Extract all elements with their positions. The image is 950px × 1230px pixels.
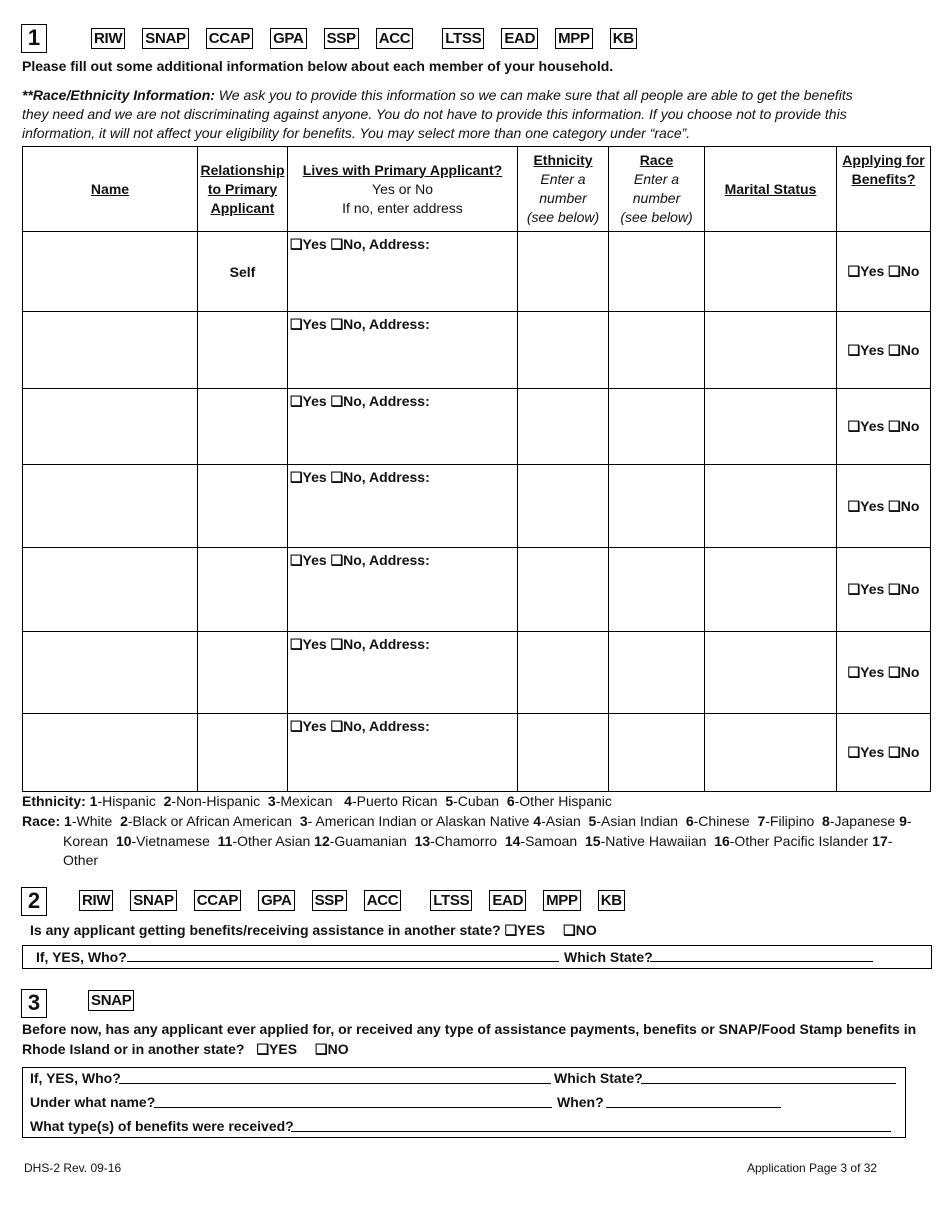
program-tag-riw: RIW	[79, 890, 113, 911]
marital-status-cell[interactable]	[705, 312, 837, 389]
ethnicity-label: -Cuban	[453, 793, 507, 809]
address-cell[interactable]: ❑Yes ❑No, Address:	[288, 232, 518, 312]
race-label: -Black or African American	[127, 813, 300, 829]
race-code: 15	[585, 832, 601, 849]
section-2-question: Is any applicant getting benefits/receiving assistance in another state? ❑YES ❑NO	[30, 922, 597, 938]
table-row	[23, 465, 931, 548]
race-code: 11	[217, 832, 233, 849]
table-row	[23, 232, 931, 312]
program-tag-mpp: MPP	[555, 28, 593, 49]
program-tag-acc: ACC	[376, 28, 414, 49]
section-3-name-field[interactable]	[154, 1107, 552, 1108]
relationship-cell[interactable]	[198, 548, 288, 632]
ethnicity-label: -Other Hispanic	[514, 793, 612, 809]
section-3-type-field[interactable]	[291, 1131, 891, 1132]
race-code: 16	[714, 832, 730, 849]
relationship-cell[interactable]	[198, 632, 288, 714]
race-code: 4	[533, 813, 542, 829]
applying-cell[interactable]: ❑Yes ❑No	[837, 714, 931, 792]
applying-cell[interactable]: ❑Yes ❑No	[837, 465, 931, 548]
name-cell[interactable]	[23, 312, 198, 389]
section-1-program-tags	[91, 28, 654, 49]
relationship-cell[interactable]	[198, 389, 288, 465]
race-code: 8	[822, 813, 830, 829]
section-2-program-tags	[79, 890, 642, 911]
program-tag-gpa: GPA	[270, 28, 307, 49]
name-cell[interactable]	[23, 714, 198, 792]
marital-status-cell[interactable]	[705, 632, 837, 714]
ethnicity-label: -Mexican	[275, 793, 345, 809]
program-tag-kb: KB	[598, 890, 625, 911]
race-cell[interactable]	[609, 714, 705, 792]
program-tag-snap: SNAP	[130, 890, 176, 911]
section-2-no-option[interactable]: ❑NO	[563, 922, 597, 938]
address-cell[interactable]: ❑Yes ❑No, Address:	[288, 632, 518, 714]
race-code: 6	[685, 813, 694, 829]
race-code: 1	[64, 813, 72, 829]
race-code: 9	[899, 813, 907, 829]
race-label: -Other Pacific Islander	[729, 832, 873, 849]
marital-status-cell[interactable]	[705, 714, 837, 792]
name-cell[interactable]	[23, 548, 198, 632]
header-ethnicity: Ethnicity Enter a number (see below)	[518, 147, 609, 232]
table-row	[23, 714, 931, 792]
race-cell[interactable]	[609, 465, 705, 548]
race-info-label: **Race/Ethnicity Information:	[22, 87, 215, 103]
program-tag-ssp: SSP	[312, 890, 347, 911]
program-tag-mpp: MPP	[543, 890, 581, 911]
race-cell[interactable]	[609, 548, 705, 632]
race-legend: Race: 1-White 2-Black or African American 3- American Indian or Alaskan Native 4-Asian 5-Asian Indian 6-Chinese 7-Filipino 8-Japanese 9-Korean 10-Vietnamese 11-Other Asian 12-Guamanian 13-Chamorro 14-Samoan 15-Native Hawaiian 16-Other Pacific Islander 17-Other	[22, 813, 912, 868]
header-lives-with: Lives with Primary Applicant? Yes or No If no, enter address	[288, 147, 518, 232]
relationship-cell[interactable]	[198, 714, 288, 792]
section-2-state-field[interactable]	[650, 961, 873, 962]
header-relationship: Relationship to Primary Applicant	[198, 147, 288, 232]
ethnicity-code: 6	[506, 793, 515, 809]
marital-status-cell[interactable]	[705, 232, 837, 312]
section-3-answer-box: If, YES, Who? Which State? Under what name? When? What type(s) of benefits were received?	[22, 1067, 906, 1138]
program-tag-ccap: CCAP	[194, 890, 241, 911]
ethnicity-cell[interactable]	[518, 714, 609, 792]
ethnicity-legend: Ethnicity: 1-Hispanic 2-Non-Hispanic 3-Mexican 4-Puerto Rican 5-Cuban 6-Other Hispanic	[22, 793, 612, 809]
section-3-yes-option[interactable]: ❑YES	[256, 1041, 298, 1057]
name-cell[interactable]	[23, 465, 198, 548]
header-marital-status: Marital Status	[705, 147, 837, 232]
race-label: -Asian Indian	[596, 813, 686, 829]
race-code: 17	[872, 832, 888, 849]
table-header-row	[23, 147, 931, 232]
ethnicity-code: 4	[344, 793, 352, 809]
race-label: -Samoan	[520, 832, 585, 849]
address-cell[interactable]: ❑Yes ❑No, Address:	[288, 465, 518, 548]
program-tag-ssp: SSP	[324, 28, 359, 49]
marital-status-cell[interactable]	[705, 389, 837, 465]
race-code: 14	[504, 832, 521, 849]
name-cell[interactable]	[23, 389, 198, 465]
race-cell[interactable]	[609, 312, 705, 389]
header-name: Name	[23, 147, 198, 232]
race-label: -Other Asian	[232, 832, 315, 849]
footer-form-id: DHS-2 Rev. 09-16	[24, 1161, 122, 1175]
section-3-no-option[interactable]: ❑NO	[315, 1041, 349, 1057]
race-label: -White	[71, 813, 121, 829]
race-label: -Other	[63, 832, 893, 868]
race-code: 7	[757, 813, 766, 829]
address-cell[interactable]: ❑Yes ❑No, Address:	[288, 548, 518, 632]
table-row	[23, 389, 931, 465]
header-applying: Applying for Benefits?	[837, 147, 931, 232]
household-instruction: Please fill out some additional information below about each member of your household.	[22, 58, 614, 74]
section-2-number: 2	[21, 887, 47, 916]
marital-status-cell[interactable]	[705, 465, 837, 548]
section-1-number: 1	[21, 24, 47, 53]
program-tag-kb: KB	[610, 28, 637, 49]
section-3-question: Before now, has any applicant ever applied for, or received any type of assistance payments, benefits or SNAP/Food Stamp benefits in Rhode Island or in another state? ❑YES ❑NO	[22, 1021, 917, 1057]
race-label: -Vietnamese	[131, 832, 218, 849]
program-tag-acc: ACC	[364, 890, 402, 911]
race-label: -Native Hawaiian	[600, 832, 715, 849]
race-label: -Guamanian	[329, 832, 415, 849]
program-tag-ltss: LTSS	[442, 28, 484, 49]
ethnicity-code: 1	[89, 793, 98, 809]
section-2-answer-box: If, YES, Who? Which State?	[22, 945, 932, 969]
footer-page-number: Application Page 3 of 32	[747, 1161, 878, 1175]
ethnicity-label: -Non-Hispanic	[171, 793, 268, 809]
race-code: 13	[414, 832, 431, 849]
applying-cell[interactable]: ❑Yes ❑No	[837, 232, 931, 312]
race-cell[interactable]	[609, 389, 705, 465]
relationship-cell[interactable]	[198, 312, 288, 389]
race-cell[interactable]	[609, 632, 705, 714]
program-tag-gpa: GPA	[258, 890, 295, 911]
race-cell[interactable]	[609, 232, 705, 312]
relationship-cell[interactable]	[198, 465, 288, 548]
ethnicity-code: 5	[445, 793, 454, 809]
household-members-table	[22, 146, 931, 792]
address-cell[interactable]: ❑Yes ❑No, Address:	[288, 312, 518, 389]
race-label: - American Indian or Alaskan Native	[307, 813, 534, 829]
race-code: 10	[115, 832, 132, 849]
marital-status-cell[interactable]	[705, 548, 837, 632]
applying-cell[interactable]: ❑Yes ❑No	[837, 389, 931, 465]
race-label: -Korean	[63, 813, 912, 849]
race-code: 3	[299, 813, 308, 829]
ethnicity-cell[interactable]	[518, 465, 609, 548]
section-3-who-field[interactable]	[119, 1083, 551, 1084]
program-tag-ead: EAD	[501, 28, 538, 49]
program-tag-ccap: CCAP	[206, 28, 253, 49]
race-label: -Chinese	[693, 813, 758, 829]
ethnicity-cell[interactable]	[518, 632, 609, 714]
race-label: -Japanese	[829, 813, 900, 829]
ethnicity-label: -Puerto Rican	[351, 793, 446, 809]
relationship-cell[interactable]: Self	[198, 232, 288, 312]
section-3-when-field[interactable]	[606, 1107, 781, 1108]
name-cell[interactable]	[23, 632, 198, 714]
program-tag-riw: RIW	[91, 28, 125, 49]
ethnicity-label: -Hispanic	[97, 793, 164, 809]
table-row	[23, 632, 931, 714]
program-tag-snap: SNAP	[142, 28, 188, 49]
race-code: 2	[120, 813, 128, 829]
race-info-text: We ask you to provide this information so we can make sure that all people are able to get the benefits they need and we are not discriminating against anyone. You do not have to provide this information. If you choose not to provide this information, it will not affect your eligibility for benefits. You may select more than one category under “race”.	[22, 87, 853, 141]
header-race: Race Enter a number (see below)	[609, 147, 705, 232]
program-tag-ead: EAD	[489, 890, 526, 911]
section-3-number: 3	[21, 989, 47, 1018]
section-3-program-tags	[88, 990, 151, 1011]
program-tag-snap: SNAP	[88, 990, 134, 1011]
race-label: -Filipino	[765, 813, 823, 829]
applying-cell[interactable]: ❑Yes ❑No	[837, 548, 931, 632]
ethnicity-cell[interactable]	[518, 232, 609, 312]
ethnicity-code: 2	[163, 793, 172, 809]
race-code: 5	[588, 813, 597, 829]
name-cell[interactable]	[23, 232, 198, 312]
race-label: -Asian	[541, 813, 589, 829]
table-row	[23, 312, 931, 389]
ethnicity-cell[interactable]	[518, 548, 609, 632]
applying-cell[interactable]: ❑Yes ❑No	[837, 632, 931, 714]
table-row	[23, 548, 931, 632]
ethnicity-cell[interactable]	[518, 312, 609, 389]
race-ethnicity-info	[22, 86, 862, 143]
section-2-who-field[interactable]	[127, 961, 559, 962]
applying-cell[interactable]: ❑Yes ❑No	[837, 312, 931, 389]
program-tag-ltss: LTSS	[430, 890, 472, 911]
ethnicity-code: 3	[267, 793, 276, 809]
race-label: -Chamorro	[430, 832, 505, 849]
ethnicity-cell[interactable]	[518, 389, 609, 465]
address-cell[interactable]: ❑Yes ❑No, Address:	[288, 714, 518, 792]
race-code: 12	[314, 832, 330, 849]
address-cell[interactable]: ❑Yes ❑No, Address:	[288, 389, 518, 465]
section-3-state-field[interactable]	[641, 1083, 896, 1084]
